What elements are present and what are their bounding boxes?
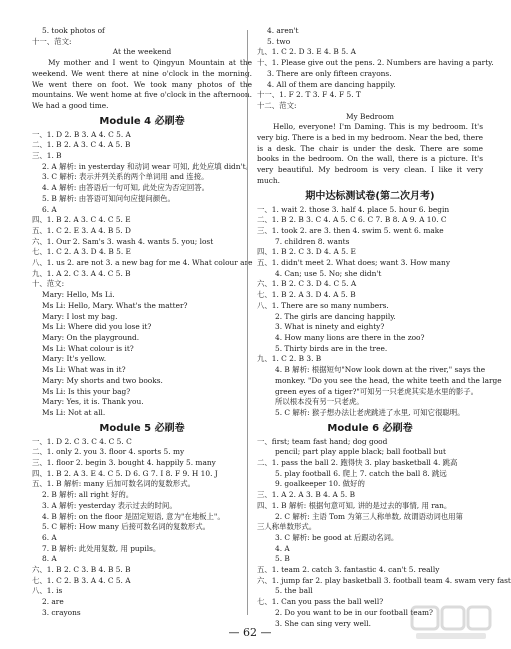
module5-line: 七、1. C 2. B 3. A 4. C 5. A <box>32 575 131 585</box>
midterm-line: 六、1. B 2. C 3. D 4. C 5. A <box>257 279 357 289</box>
module5-title: Module 5 必刷卷 <box>99 422 185 434</box>
module5-line: 八、1. is <box>32 586 63 596</box>
right-top-line: 4. All of them are dancing happily. <box>267 79 396 89</box>
essay-bedroom: Hello, everyone! I'm Daming. This is my bedroom. It's very big. There is a bed in my bedroom. Near the bed, there is a desk. The chair is under the desk. There are some books in the bedroom. On the wall, there is a picture. It's very beautiful. My bedroom is very clean. I like it very much. <box>257 122 484 185</box>
midterm-line: 三、1. took 2. are 3. then 4. swim 5. went 6. make <box>257 225 444 235</box>
module4-line: Mary: My shorts and two books. <box>42 375 163 385</box>
module6-line: 2. Do you want to be in our football team? <box>275 607 433 617</box>
module6-title: Module 6 必刷卷 <box>327 422 413 434</box>
module4-line: Ms Li: What was in it? <box>42 365 126 375</box>
midterm-line: green eyes of a tiger?"可知另一只老虎其实是水里的影子。 <box>275 386 479 396</box>
midterm-line: 四、1. B 2. C 3. D 4. A 5. E <box>257 247 356 257</box>
module4-line: 三、1. B <box>32 151 62 161</box>
right-top-line: 十二、范文: <box>257 100 297 110</box>
module4-line: 5. B 解析: 由答语可知问句应提问颜色。 <box>42 193 175 203</box>
module4-line: 十、范文: <box>32 279 65 289</box>
module4-line: 4. A 解析: 由答语后一句可知, 此处应为否定回答。 <box>42 183 210 193</box>
page-number: — 62 — <box>228 626 272 639</box>
midterm-line: 七、1. B 2. A 3. D 4. A 5. B <box>257 290 356 300</box>
right-top-line: 3. There are only fifteen crayons. <box>267 68 392 78</box>
midterm-line: 3. What is ninety and eighty? <box>275 322 385 332</box>
module4-line: Mary: Yes, it is. Thank you. <box>42 397 144 407</box>
module6-line: 3. C 解析: be good at 后跟动名词。 <box>275 532 399 542</box>
midterm-line: 4. Can; use 5. No; she didn't <box>275 268 382 278</box>
module6-line: 9. goalkeeper 10. 做好的 <box>275 479 365 489</box>
module4-line: Mary: It's yellow. <box>42 354 107 364</box>
module5-line: 4. B 解析: on the floor 是固定短语, 意为"在地板上"。 <box>42 511 225 521</box>
module6-line: 二、1. pass the ball 2. 跑得快 3. play basketball 4. 跳高 <box>257 458 458 468</box>
midterm-line: 5. C 解析: 猴子想办法让老虎跳进了水里, 可知它很聪明。 <box>275 407 465 417</box>
module5-line: 3. crayons <box>42 607 81 617</box>
module4-line: 2. A 解析: in yesterday 和动词 wear 可知, 此处应填 didn't。 <box>42 161 253 171</box>
module4-line: 九、1. A 2. C 3. A 4. C 5. B <box>32 268 131 278</box>
midterm-line: 九、1. C 2. B 3. B <box>257 354 322 364</box>
module6-line: 4. A <box>275 543 290 553</box>
left-top-line: 5. took photos of <box>42 26 105 35</box>
module4-line: 3. C 解析: 表示并列关系的两个单词用 and 连接。 <box>42 172 209 182</box>
module4-line: Ms Li: What colour is it? <box>42 343 134 353</box>
module4-line: 八、1. us 2. are not 3. a new bag for me 4. What colour are <box>32 258 253 268</box>
midterm-line: 二、1. B 2. B 3. C 4. A 5. C 6. C 7. B 8. A 9. A 10. C <box>257 215 447 225</box>
module4-title: Module 4 必刷卷 <box>99 115 185 127</box>
midterm-line: 五、1. didn't meet 2. What does; want 3. How many <box>257 258 450 268</box>
midterm-line: 4. How many lions are there in the zoo? <box>275 332 425 342</box>
midterm-line: 4. B 解析: 根据短句"Now look down at the river," says the <box>275 365 486 375</box>
midterm-line: 2. The girls are dancing happily. <box>275 311 396 321</box>
module4-line: 四、1. B 2. A 3. C 4. C 5. E <box>32 215 131 225</box>
left-column <box>32 26 252 619</box>
right-top-line: 十一、1. F 2. T 3. F 4. F 5. T <box>257 90 361 100</box>
module5-line: 六、1. B 2. C 3. B 4. B 5. B <box>32 565 131 575</box>
module6-line: 四、1. B 解析: 根据句意可知, 讲的是过去的事情, 用 ran。 <box>257 500 452 510</box>
module6-line: 5. play football 6. 爬上 7. catch the ball 8. 跳远 <box>275 468 447 478</box>
module4-line: 一、1. D 2. B 3. A 4. C 5. A <box>32 129 131 139</box>
module5-line: 6. A <box>42 532 57 542</box>
module4-line: Ms Li: Where did you lose it? <box>42 322 152 332</box>
module6-line: 三、1. A 2. A 3. B 4. A 5. B <box>257 490 356 500</box>
essay-title-weekend: At the weekend <box>112 47 172 57</box>
module5-line: 8. A <box>42 554 57 564</box>
module4-line: 五、1. C 2. E 3. A 4. B 5. D <box>32 225 131 235</box>
midterm-line: 5. Thirty birds are in the tree. <box>275 343 388 353</box>
module4-line: Mary: Hello, Ms Li. <box>42 290 115 300</box>
module5-line: 四、1. B 2. A 3. E 4. C 5. D 6. G 7. I 8. F 9. H 10. J <box>32 468 218 478</box>
module5-line: 三、1. floor 2. begin 3. bought 4. happily 5. many <box>32 458 216 468</box>
module6-line: pencil; part play apple black; ball football but <box>275 447 446 457</box>
column-divider <box>247 30 248 615</box>
module6-line: 六、1. jump far 2. play basketball 3. football team 4. swam very fast <box>257 575 511 585</box>
module5-line: 7. B 解析: 此处用复数, 用 pupils。 <box>42 543 161 553</box>
right-top-line: 4. aren't <box>267 26 299 35</box>
module5-line: 2. B 解析: all right 好的。 <box>42 490 134 500</box>
midterm-line: monkey. "Do you see the head, the white teeth and the large <box>275 375 502 385</box>
essay-title-bedroom: My Bedroom <box>345 111 395 121</box>
module4-line: Mary: On the playground. <box>42 332 140 342</box>
right-top-line: 十、1. Please give out the pens. 2. Numbers are having a party. <box>257 58 494 68</box>
left-top-line: 十一、范文: <box>32 36 72 46</box>
module4-line: Ms Li: Not at all. <box>42 407 106 417</box>
module5-line: 一、1. D 2. C 3. C 4. C 5. C <box>32 436 132 446</box>
module6-line: 一、first; team fast hand; dog good <box>257 436 388 446</box>
midterm-line: 7. children 8. wants <box>275 236 350 246</box>
essay-weekend: My mother and I went to Qingyun Mountain at the weekend. We went there at nine o'clock in the morning. We went there on foot. We took many photos of the mountains. We went home at five o'clock in the afternoon. We had a good time. <box>32 58 252 110</box>
module6-line: 5. B <box>275 554 290 564</box>
right-column <box>257 26 511 629</box>
module4-line: 6. A <box>42 204 57 214</box>
module6-line: 5. the ball <box>275 586 313 596</box>
midterm-line: 八、1. There are so many numbers. <box>257 300 389 310</box>
module5-line: 五、1. B 解析: many 后加可数名词的复数形式。 <box>32 479 195 489</box>
module4-line: 七、1. C 2. A 3. D 4. B 5. E <box>32 247 131 257</box>
module6-line: 七、1. Can you pass the ball well? <box>257 597 384 607</box>
module4-line: 六、1. Our 2. Sam's 3. wash 4. wants 5. you; lost <box>32 236 214 246</box>
right-top-line: 5. two <box>267 36 291 46</box>
right-top-line: 九、1. C 2. D 3. E 4. B 5. A <box>257 47 356 57</box>
module6-line: 2. C 解析: 主语 Tom 为第三人称单数, 故谓语动词也用第 <box>275 511 463 521</box>
module4-line: Ms Li: Is this your bag? <box>42 386 131 396</box>
module5-line: 2. are <box>42 597 64 607</box>
module4-line: Ms Li: Hello, Mary. What's the matter? <box>42 300 188 310</box>
module6-line: 3. She can sing very well. <box>275 618 371 628</box>
midterm-line: 一、1. wait 2. those 3. half 4. place 5. hour 6. begin <box>257 204 450 214</box>
module5-line: 3. A 解析: yesterday 表示过去的时间。 <box>42 500 177 510</box>
module4-line: Mary: I lost my bag. <box>42 311 118 321</box>
module6-line: 三人称单数形式。 <box>257 522 317 532</box>
module6-line: 五、1. team 2. catch 3. fantastic 4. can't 5. really <box>257 565 440 575</box>
module5-line: 二、1. only 2. you 3. floor 4. sports 5. my <box>32 447 185 457</box>
midterm-title: 期中达标测试卷(第二次月考) <box>305 190 435 202</box>
module5-line: 5. C 解析: How many 后接可数名词的复数形式。 <box>42 522 210 532</box>
watermark-logo-icon <box>410 603 492 643</box>
midterm-line: 所以根本没有另一只老虎。 <box>275 397 364 407</box>
module4-line: 二、1. B 2. A 3. C 4. A 5. B <box>32 140 131 150</box>
